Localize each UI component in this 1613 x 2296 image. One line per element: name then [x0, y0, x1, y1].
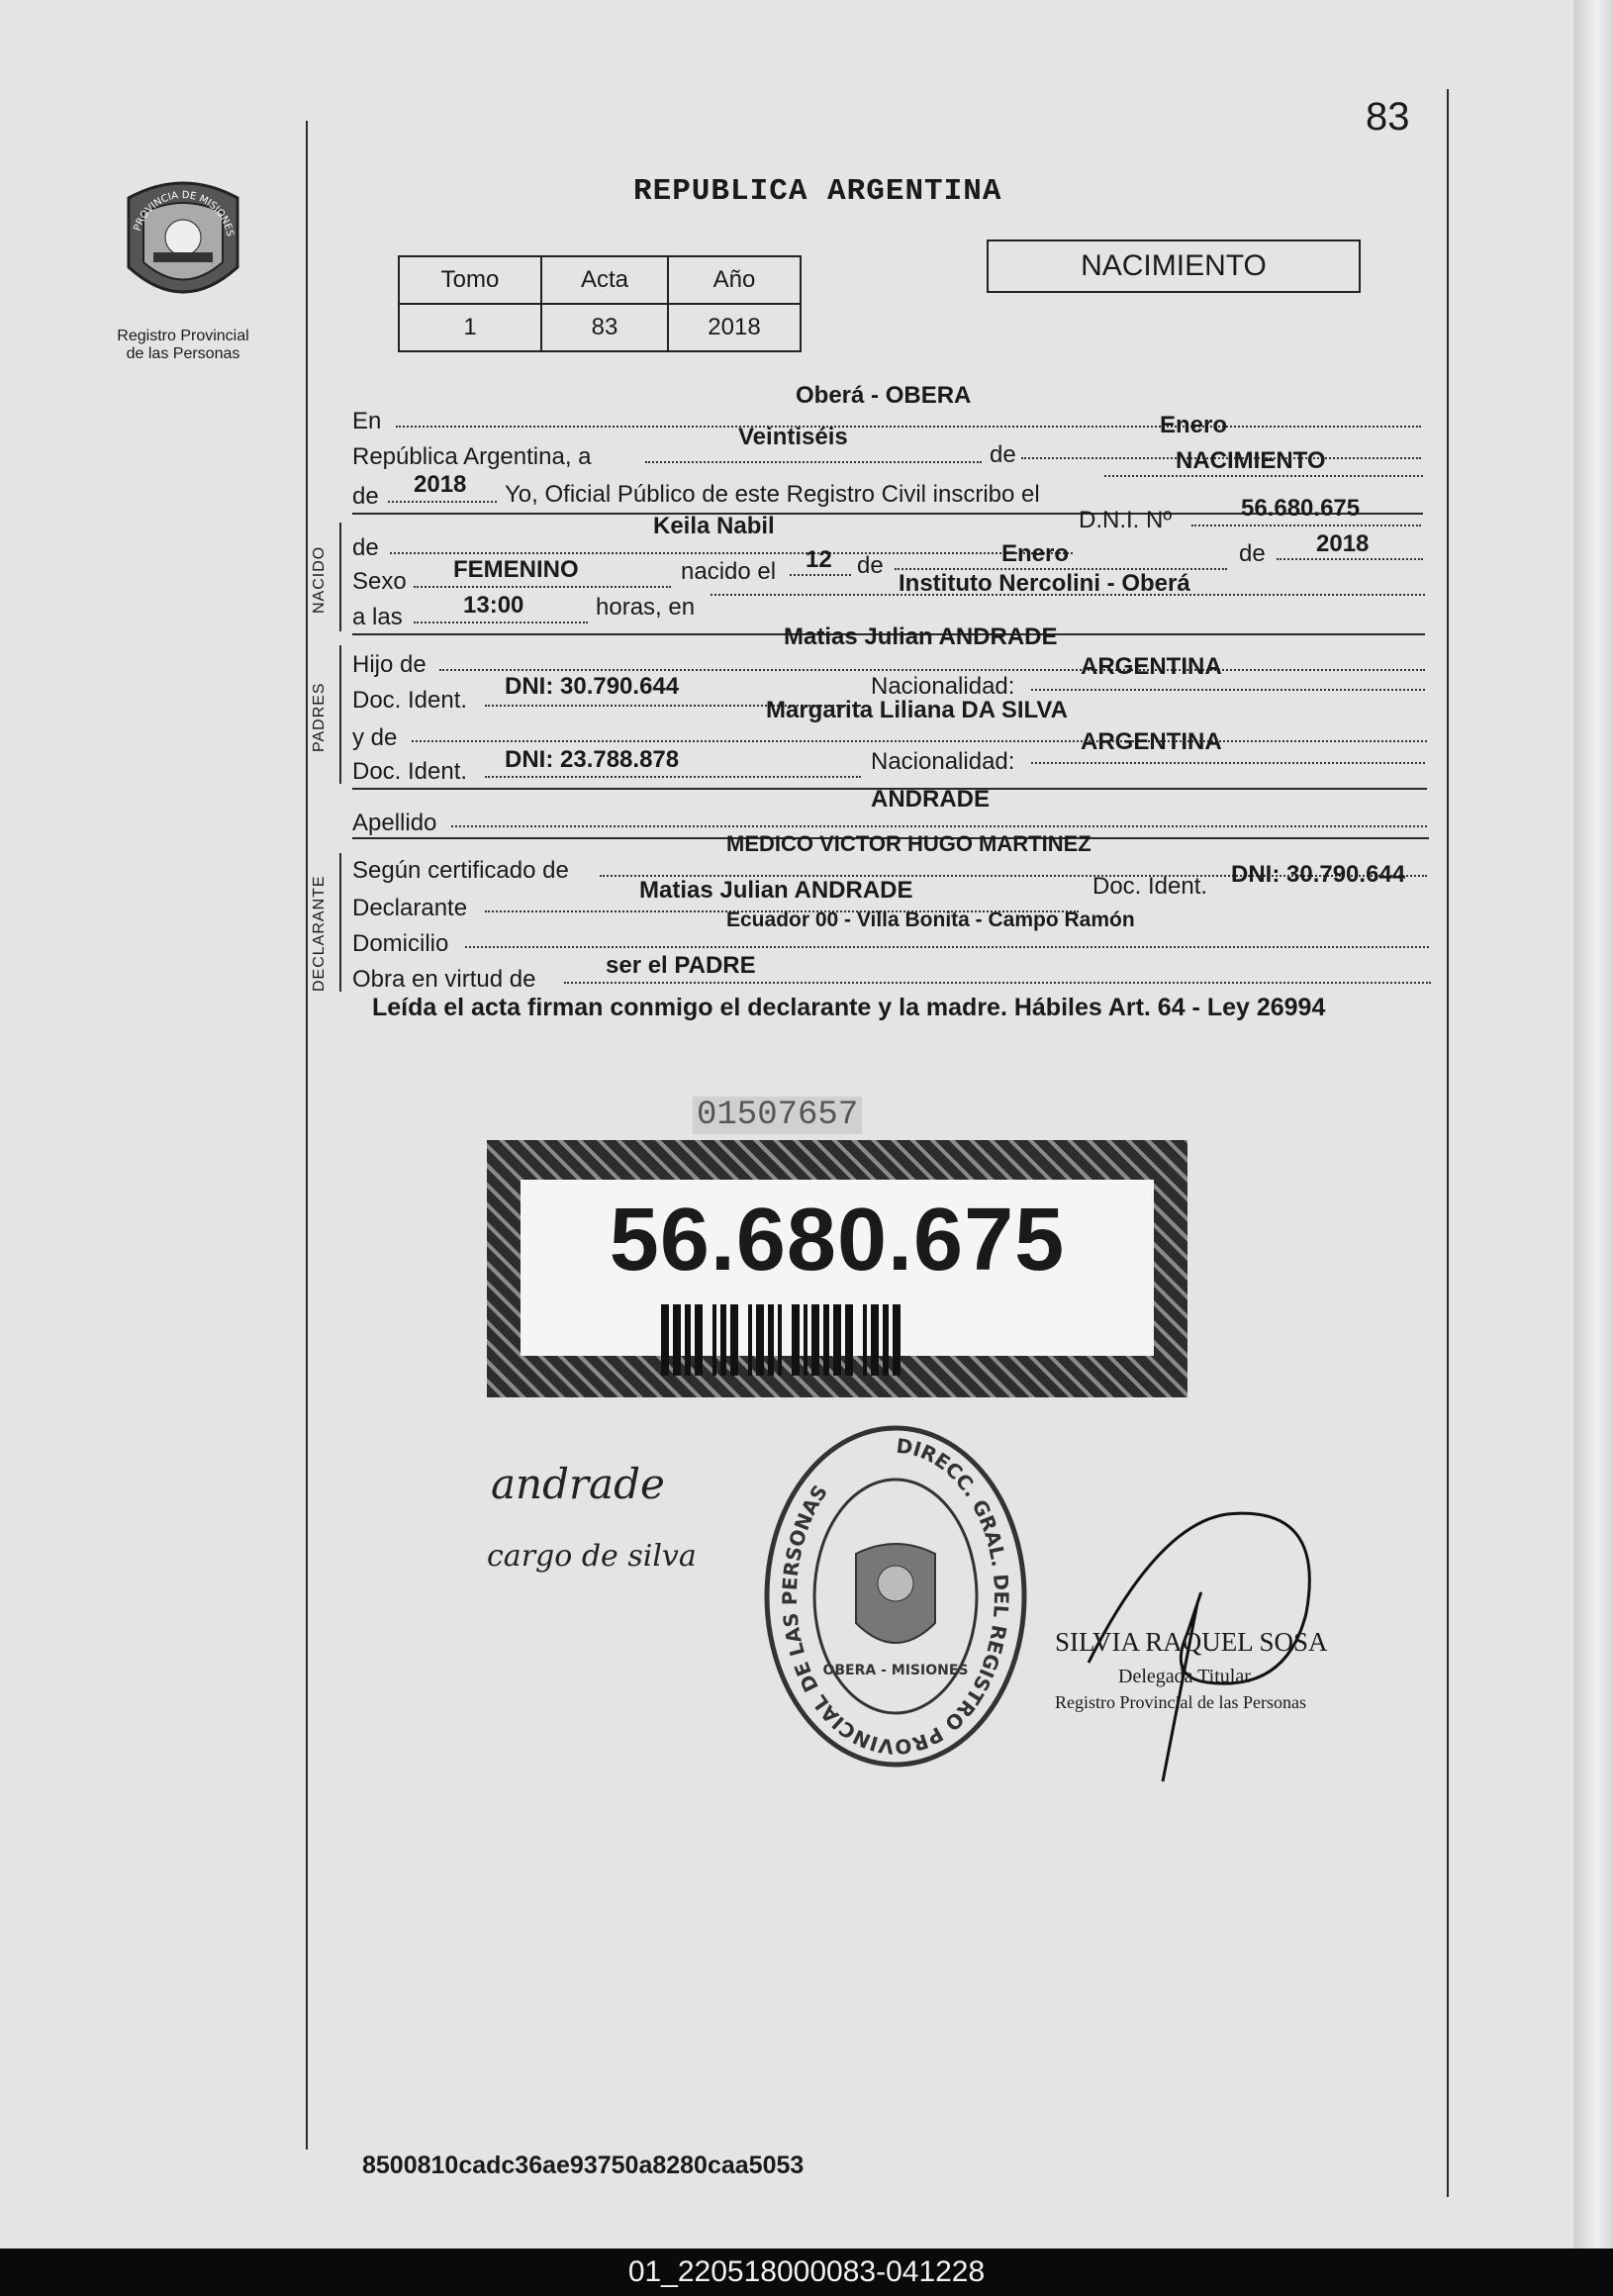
value-segun: MEDICO VICTOR HUGO MARTINEZ: [726, 831, 1091, 856]
barcode-bar: [673, 1304, 681, 1376]
label-de3: de: [857, 552, 884, 579]
signatory-name: SILVIA RAQUEL SOSA: [1055, 1627, 1328, 1657]
padres-bracket: [339, 645, 341, 784]
value-dni: 56.680.675: [1241, 495, 1361, 522]
svg-text:PROVINCIA DE MISIONES: PROVINCIA DE MISIONES: [132, 189, 236, 238]
label-docid3: Doc. Ident.: [1092, 873, 1208, 900]
dotted-line: [1277, 558, 1423, 560]
barcode-bar: [661, 1304, 669, 1376]
barcode-bar: [853, 1304, 863, 1376]
label-republica: República Argentina, a: [352, 443, 592, 470]
label-nac: Nacionalidad:: [871, 673, 1015, 700]
label-obra: Obra en virtud de: [352, 966, 536, 993]
barcode-bar: [871, 1304, 879, 1376]
value-month: Enero: [1160, 412, 1228, 438]
value-time: 13:00: [463, 592, 524, 619]
document-hash: 8500810cadc36ae93750a8280caa5053: [362, 2152, 805, 2179]
ref-value-anio: 2018: [668, 304, 801, 351]
label-segun: Según certificado de: [352, 857, 569, 884]
dotted-line: [1104, 475, 1423, 477]
provincial-crest-icon: [109, 168, 257, 317]
value-declarante-doc: DNI: 30.790.644: [1231, 861, 1406, 888]
dotted-line: [1191, 525, 1421, 526]
value-father-nat: ARGENTINA: [1081, 653, 1222, 680]
handwriting-line1: andrade: [491, 1460, 665, 1508]
dotted-line: [414, 586, 671, 588]
value-birth-day: 12: [806, 546, 832, 573]
value-name: Keila Nabil: [653, 513, 775, 539]
value-declarante: Matias Julian ANDRADE: [639, 877, 913, 904]
registry-logo: [109, 168, 257, 363]
handwritten-note: [475, 1445, 772, 1583]
label-declarante: Declarante: [352, 895, 468, 921]
label-apellido: Apellido: [352, 810, 437, 836]
declarante-bracket: [339, 853, 341, 992]
label-yo: Yo, Oficial Público de este Registro Civil inscribo el: [505, 481, 1040, 508]
value-sexo: FEMENINO: [453, 556, 579, 583]
label-de4: de: [1239, 540, 1266, 567]
ref-value-acta: 83: [541, 304, 668, 351]
logo-label-line2: de las Personas: [126, 345, 240, 362]
ref-header-acta: Acta: [541, 256, 668, 304]
barcode-bar: [756, 1304, 764, 1376]
dotted-line: [451, 825, 1427, 827]
value-father-doc: DNI: 30.790.644: [505, 673, 680, 700]
value-mother: Margarita Liliana DA SILVA: [766, 697, 1068, 723]
label-domicilio: Domicilio: [352, 930, 449, 957]
barcode-bar: [738, 1304, 748, 1376]
dotted-line: [390, 552, 1073, 554]
id-number-sticker: [487, 1140, 1187, 1397]
label-horas: horas, en: [596, 594, 696, 621]
logo-label-line1: Registro Provincial: [117, 328, 249, 344]
document-title: REPUBLICA ARGENTINA: [633, 174, 1002, 209]
side-label-padres: PADRES: [311, 682, 328, 752]
dotted-line: [396, 426, 1421, 428]
barcode-bar: [792, 1304, 800, 1376]
label-docid2: Doc. Ident.: [352, 758, 468, 785]
side-label-declarante: DECLARANTE: [311, 875, 328, 992]
dotted-line: [564, 982, 1431, 984]
barcode-bar: [730, 1304, 738, 1376]
serial-number: 01507657: [693, 1097, 862, 1134]
label-alas: a las: [352, 604, 403, 630]
page-edge: [1573, 0, 1613, 2248]
barcode-bar: [782, 1304, 792, 1376]
dotted-line: [790, 574, 851, 576]
barcode-bar: [695, 1304, 703, 1376]
value-en: Oberá - OBERA: [796, 382, 972, 409]
reference-table: [398, 255, 802, 352]
label-de: de: [990, 441, 1016, 468]
ref-header-anio: Año: [668, 256, 801, 304]
value-mother-nat: ARGENTINA: [1081, 728, 1222, 755]
signatory-org: Registro Provincial de las Personas: [1055, 1692, 1306, 1712]
dotted-line: [645, 461, 982, 463]
sticker-number: 56.680.675: [609, 1191, 1066, 1290]
dotted-line: [414, 622, 588, 623]
value-domicilio: Ecuador 00 - Villa Bonita - Campo Ramón: [726, 909, 1135, 931]
value-father: Matias Julian ANDRADE: [784, 623, 1058, 650]
label-sexo: Sexo: [352, 568, 407, 595]
value-year: 2018: [414, 471, 467, 498]
barcode-bar: [833, 1304, 841, 1376]
svg-text:DIRECC. GRAL. DEL REGISTRO PRO: DIRECC. GRAL. DEL REGISTRO PROVINCIAL DE LAS PERSONAS: [777, 1433, 1014, 1760]
barcode: [661, 1304, 901, 1376]
ref-value-tomo: 1: [399, 304, 541, 351]
label-name-de: de: [352, 534, 379, 561]
label-nacido: nacido el: [681, 558, 777, 585]
barcode-bar: [703, 1304, 712, 1376]
closing-note: Leída el acta firman conmigo el declarante y la madre. Hábiles Art. 64 - Ley 26994: [372, 994, 1326, 1021]
value-birth-year: 2018: [1316, 530, 1370, 557]
value-mother-doc: DNI: 23.788.878: [505, 746, 680, 773]
label-nac2: Nacionalidad:: [871, 748, 1015, 775]
value-birth-month: Enero: [1001, 540, 1070, 567]
value-apellido: ANDRADE: [871, 786, 990, 813]
handwriting-line2: cargo de silva: [487, 1539, 697, 1574]
barcode-bar: [811, 1304, 819, 1376]
dotted-line: [412, 740, 1427, 742]
barcode-bar: [893, 1304, 901, 1376]
value-obra: ser el PADRE: [606, 952, 756, 979]
label-dni: D.N.I. Nº: [1079, 507, 1173, 533]
seal-inner-text: OBERA - MISIONES: [822, 1663, 969, 1678]
ref-header-tomo: Tomo: [399, 256, 541, 304]
dotted-line: [388, 501, 497, 503]
label-de2: de: [352, 483, 379, 510]
right-margin-rule: [1447, 89, 1449, 2197]
label-yde: y de: [352, 724, 398, 751]
signatory-role: Delegada Titular: [1118, 1666, 1251, 1687]
official-seal: [752, 1415, 1039, 1771]
nacido-bracket: [339, 523, 341, 631]
value-inscribe: NACIMIENTO: [1176, 447, 1326, 474]
file-id-bar: 01_220518000083-041228: [0, 2248, 1613, 2296]
side-label-nacido: NACIDO: [311, 545, 328, 614]
dotted-line: [465, 946, 1429, 948]
dotted-line: [439, 669, 1425, 671]
page-number: 83: [1366, 95, 1410, 139]
value-day: Veintiséis: [738, 424, 848, 450]
dotted-line: [1031, 689, 1425, 691]
left-margin-rule: [306, 121, 308, 2150]
record-type-box: NACIMIENTO: [987, 239, 1361, 293]
dotted-line: [485, 776, 861, 778]
dotted-line: [1031, 762, 1425, 764]
label-hijo: Hijo de: [352, 651, 427, 678]
label-docid: Doc. Ident.: [352, 687, 468, 714]
value-place: Instituto Nercolini - Oberá: [899, 570, 1190, 597]
barcode-bar: [845, 1304, 853, 1376]
label-en: En: [352, 408, 382, 434]
